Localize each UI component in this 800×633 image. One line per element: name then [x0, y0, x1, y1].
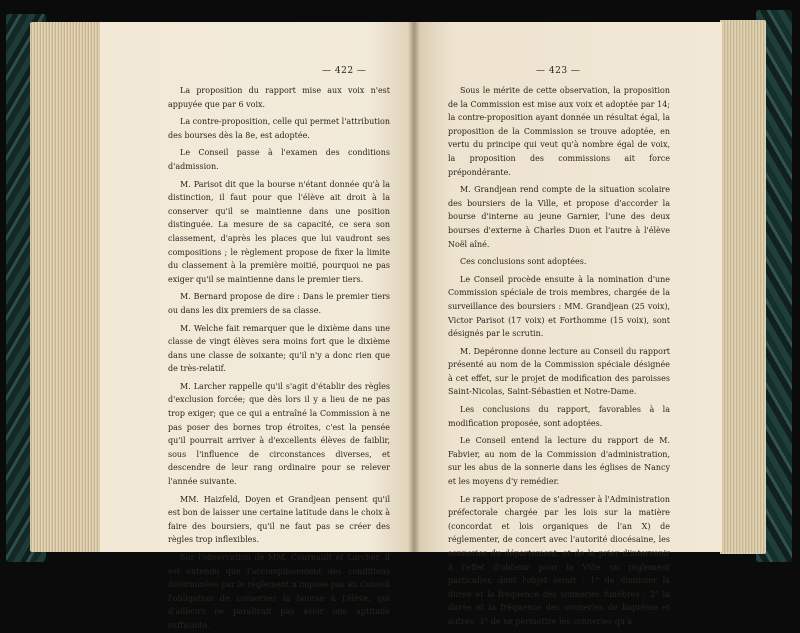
paragraph: Le rapport propose de s'adresser à l'Administration préfectorale chargée par les lois sur la matière (concordat et lois organiques de l'an X) de réglementer, de concert avec l'autorité diocésaine, les sonneries du département, et de la prier d'intervenir à l'effet d'obtenir pour la Ville un règlement particulier, dont l'objet serait : 1° de diminuer la durée et la fréquence des sonneries funèbres ; 2° la durée et la fréquence des sonneries de baptême et autres; 3° de ne permettre les sonneries qu'à	[448, 494, 670, 626]
paragraph: Le Conseil procède ensuite à la nomination d'une Commission spéciale de trois membres, chargée de la surveillance des boursiers : MM. Grandjean (25 voix), Victor Parisot (17 voix) et Forthomme (15 voix), sont désignés par le scrutin.	[448, 274, 670, 339]
left-page	[100, 22, 414, 630]
paragraph: Le Conseil passe à l'examen des conditions d'admission.	[168, 148, 390, 171]
page-block-edge-right	[720, 20, 766, 554]
paragraph: Le Conseil entend la lecture du rapport de M. Fabvier, au nom de la Commission d'administration, sur les abus de la sonnerie dans les églises de Nancy et les moyens d'y remédier.	[448, 436, 670, 487]
book-gutter	[408, 22, 420, 552]
paragraph: M. Welche fait remarquer que le dixième dans une classe de vingt élèves sera moins fort que le dixième dans une classe de soixante; qu'il n'y a donc rien que de très-relatif.	[168, 323, 390, 374]
paragraph: M. Larcher rappelle qu'il s'agit d'établir des règles d'exclusion forcée; que dès lors il y a lieu de ne pas trop exiger; que ce qui a entraîné la Commission à ne pas poser des bornes trop étroites, c'est la pensée qu'il pourrait arriver à d'excellents élèves de faiblir, sous l'influence de circonstances diverses, et descendre de leur rang ordinaire pour se relever l'année suivante.	[168, 381, 390, 487]
page-number-left: — 422 —	[322, 66, 367, 76]
right-page	[414, 22, 722, 626]
paragraph: M. Parisot dit que la bourse n'étant donnée qu'à la distinction, il faut pour que l'élève ait droit à la conserver qu'il se maintienne dans une position distinguée. La mesure de sa capacité, ce sera son classement, d'après les places que lui vaudront ses compositions ; le règlement propose de fixer la limite du classement à la première moitié, pourquoi ne pas exiger qu'il se maintienne dans le premier tiers.	[168, 179, 390, 284]
paragraph: M. Depéronne donne lecture au Conseil du rapport présenté au nom de la Commission spéciale désignée à cet effet, sur le projet de modification des paroisses Saint-Nicolas, Saint-Sébastien et Notre-Dame.	[448, 346, 670, 397]
paragraph: M. Bernard propose de dire : Dans le premier tiers ou dans les dix premiers de sa classe.	[168, 292, 390, 315]
page-number-right: — 423 —	[536, 66, 581, 76]
paragraph: M. Grandjean rend compte de la situation scolaire des boursiers de la Ville, et propose d'accorder la bourse d'interne au jeune Garnier, l'une des deux bourses d'externe à Charles Duon et l'autre à l'élève Noël aîné.	[448, 185, 670, 249]
paragraph: La proposition du rapport mise aux voix n'est appuyée que par 6 voix.	[168, 86, 390, 109]
paragraph: Les conclusions du rapport, favorables à la modification proposée, sont adoptées.	[448, 405, 670, 428]
paragraph: MM. Haizfeld, Doyen et Grandjean pensent qu'il est bon de laisser une certaine latitude dans le choix à faire des boursiers, qu'il ne faut pas se créer des règles trop inflexibles.	[168, 494, 390, 545]
paragraph: Sur l'observation de MM. Cournault et Larcher, il est entendu que l'accomplissement des conditions déterminées par le règlement n'impose pas au Conseil l'obligation de conserver la bourse à l'élève, qui d'ailleurs ne paraîtrait pas avoir une aptitude suffisante.	[168, 553, 390, 630]
page-block-edge-left	[30, 22, 104, 552]
paragraph: La contre-proposition, celle qui permet l'attribution des bourses dès la 8e, est adoptée.	[168, 117, 390, 140]
paragraph: Ces conclusions sont adoptées.	[460, 257, 587, 267]
paragraph: Sous le mérite de cette observation, la proposition de la Commission est mise aux voix et adoptée par 14; la contre-proposition ayant donnée un résultat égal, la proposition de la Commission se trouve adoptée, en vertu du principe qui veut qu'à nombre égal de voix, la proposition des commissions ait force prépondérante.	[448, 86, 670, 177]
